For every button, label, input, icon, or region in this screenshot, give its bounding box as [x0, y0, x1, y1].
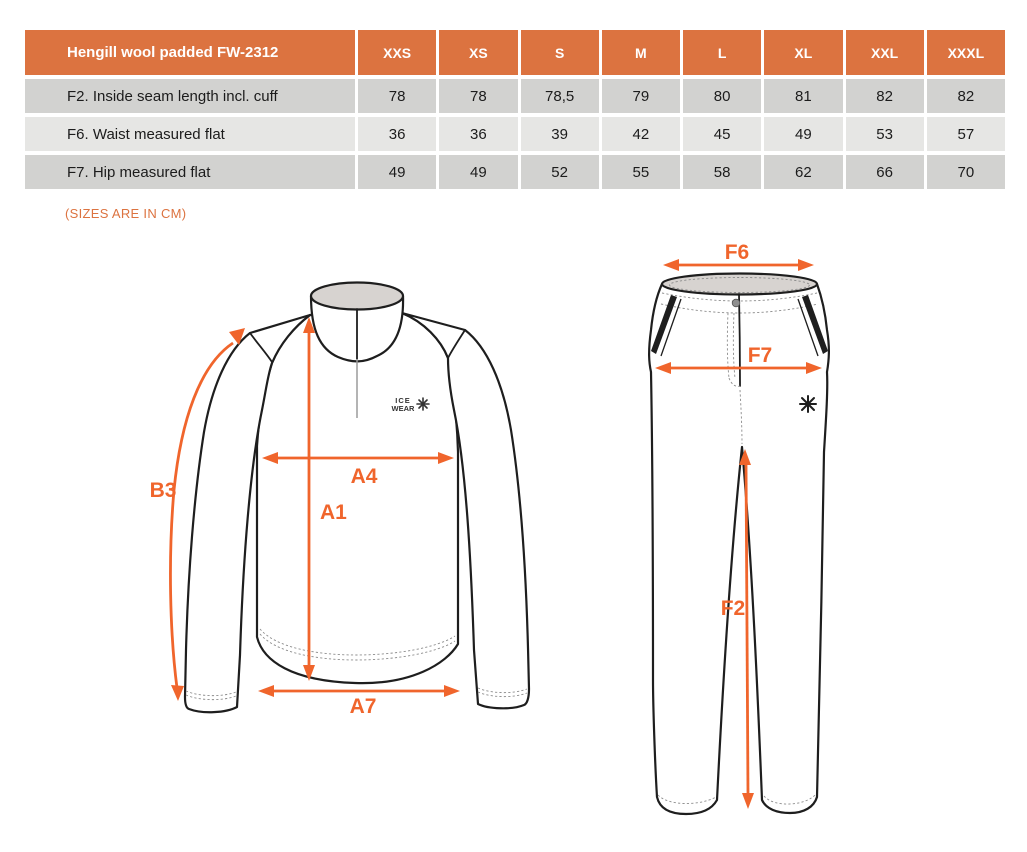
table-cell: 82	[846, 79, 924, 113]
b3-label: B3	[149, 479, 177, 502]
table-cell: 36	[358, 117, 436, 151]
table-cell: 39	[521, 117, 599, 151]
table-cell: 80	[683, 79, 761, 113]
f2-arrowhead-bottom	[742, 793, 754, 809]
a1-label: A1	[320, 501, 347, 524]
f2-label: F2	[720, 597, 746, 620]
row-label-f7: F7. Hip measured flat	[25, 155, 355, 189]
f6-label: F6	[724, 241, 750, 264]
pants-body	[649, 284, 829, 814]
waist-button	[732, 299, 740, 307]
column-header-xxs: XXS	[358, 30, 436, 75]
column-header-xs: XS	[439, 30, 517, 75]
column-header-xxxl: XXXL	[927, 30, 1005, 75]
snowflake-icon	[417, 398, 429, 410]
table-cell: 49	[358, 155, 436, 189]
table-cell: 79	[602, 79, 680, 113]
f6-arrowhead-left	[663, 259, 679, 271]
column-header-l: L	[683, 30, 761, 75]
table-cell: 42	[602, 117, 680, 151]
a4-label: A4	[350, 465, 378, 488]
brand-logo-line1: ICE	[395, 396, 411, 405]
units-note: (SIZES ARE IN CM)	[65, 206, 187, 221]
table-cell: 78	[439, 79, 517, 113]
table-cell: 58	[683, 155, 761, 189]
table-cell: 53	[846, 117, 924, 151]
table-cell: 55	[602, 155, 680, 189]
f7-label: F7	[747, 344, 773, 367]
table-cell: 52	[521, 155, 599, 189]
column-header-s: S	[521, 30, 599, 75]
b3-arrowhead-bottom	[171, 685, 184, 701]
a7-arrowhead-right	[444, 685, 460, 697]
table-cell: 49	[439, 155, 517, 189]
waist-opening	[662, 274, 817, 295]
f2-arrow	[746, 463, 748, 794]
table-cell: 36	[439, 117, 517, 151]
table-cell: 78,5	[521, 79, 599, 113]
table-cell: 78	[358, 79, 436, 113]
pants-diagram	[630, 240, 850, 840]
snowflake-icon	[800, 396, 816, 412]
column-header-xl: XL	[764, 30, 842, 75]
table-cell: 62	[764, 155, 842, 189]
size-chart-table	[25, 30, 1005, 189]
row-label-f6: F6. Waist measured flat	[25, 117, 355, 151]
table-cell: 49	[764, 117, 842, 151]
a7-arrowhead-left	[258, 685, 274, 697]
f6-arrowhead-right	[798, 259, 814, 271]
table-cell: 82	[927, 79, 1005, 113]
column-header-xxl: XXL	[846, 30, 924, 75]
a7-label: A7	[349, 695, 377, 718]
sweater-diagram	[130, 240, 610, 735]
table-title: Hengill wool padded FW-2312	[25, 30, 355, 75]
row-label-f2: F2. Inside seam length incl. cuff	[25, 79, 355, 113]
brand-logo-line2: WEAR	[391, 404, 415, 413]
center-front-line	[739, 294, 740, 386]
table-cell: 66	[846, 155, 924, 189]
collar-opening	[311, 283, 403, 310]
column-header-m: M	[602, 30, 680, 75]
table-cell: 57	[927, 117, 1005, 151]
table-cell: 45	[683, 117, 761, 151]
table-cell: 81	[764, 79, 842, 113]
table-cell: 70	[927, 155, 1005, 189]
